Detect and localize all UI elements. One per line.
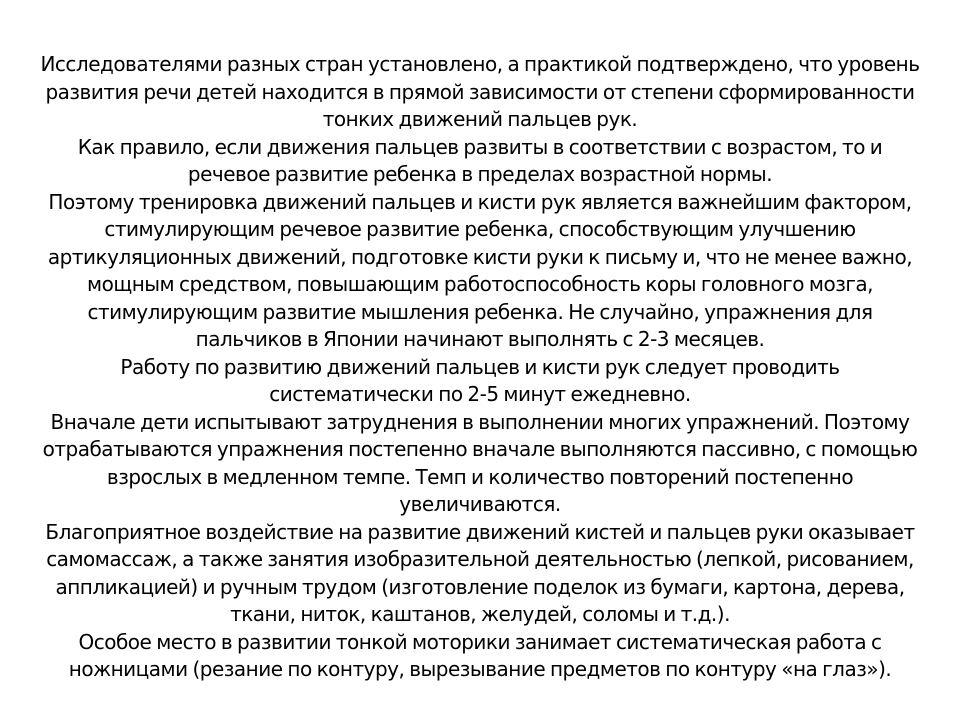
paragraph-5: Вначале дети испытывают затруднения в выполнении многих упражнений. Поэтому отрабатываются упражнения постепенно вначале выполняются пассивно, с помощью взрослых в медленном темпе. Темп и количество повторений постепенно увеличиваются. (42, 409, 918, 516)
paragraph-7: Особое место в развитии тонкой моторики занимает систематическая работа с ножницами (резание по контуру, вырезывание предметов по контуру «на глаз»). (68, 629, 892, 681)
paragraph-4: Работу по развитию движений пальцев и кисти рук следует проводить систематически по 2-5 минут ежедневно. (120, 354, 840, 406)
slide-body-text (0, 51, 960, 684)
paragraph-3: Поэтому тренировка движений пальцев и кисти рук является важнейшим фактором, стимулирующим речевое развитие ребенка, способствующим улучшению артикуляционных движений, подготовке кисти руки к письму и, что не менее важно, мощным средством, повышающим работоспособность коры головного мозга, стимулирующим развитие мышления ребенка. Не случайно, упражнения для пальчиков в Японии начинают выполнять с 2-3 месяцев. (47, 189, 913, 351)
paragraph-1: Исследователями разных стран установлено, а практикой подтверждено, что уровень развития речи детей находится в прямой зависимости от степени сформированности тонких движений пальцев рук. (40, 52, 920, 131)
paragraph-2: Как правило, если движения пальцев развиты в соответствии с возрастом, то и речевое развитие ребенка в пределах возрастной нормы. (77, 134, 883, 186)
paragraph-6: Благоприятное воздействие на развитие движений кистей и пальцев руки оказывает самомассаж, а также занятия изобразительной деятельностью (лепкой, рисованием, аппликацией) и ручным трудом (изготовление поделок из бумаги, картона, дерева, ткани, ниток, каштанов, желудей, соломы и т.д.). (45, 519, 915, 626)
